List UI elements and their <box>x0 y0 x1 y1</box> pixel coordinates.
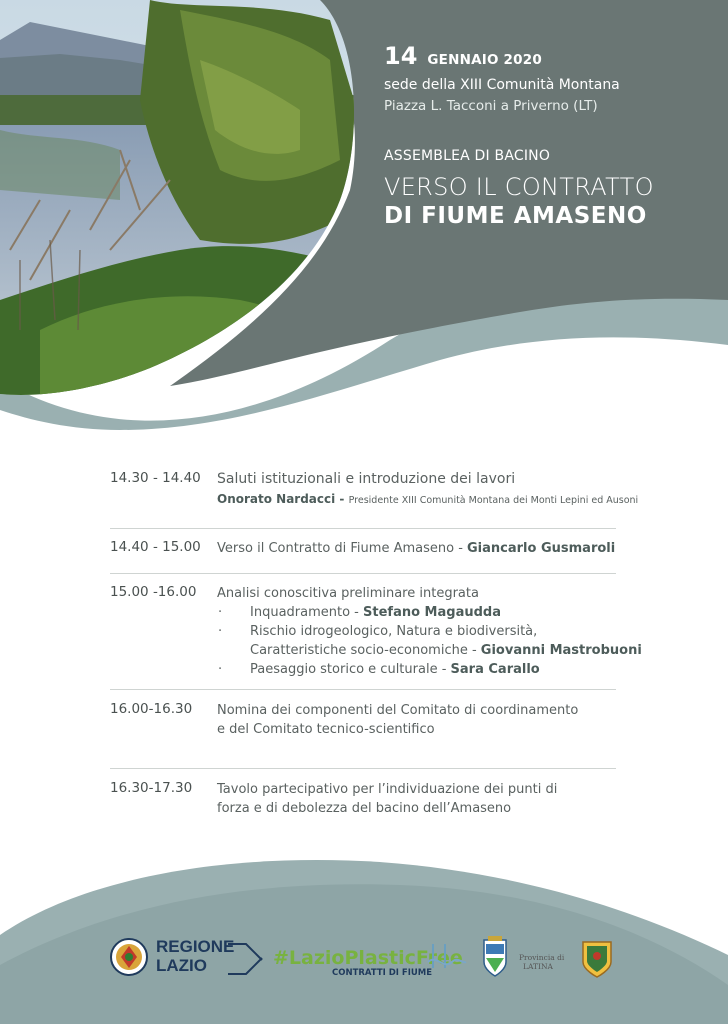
comunita-montana-shield-icon <box>583 942 611 977</box>
event-assembly: ASSEMBLEA DI BACINO <box>384 148 551 164</box>
agenda-content <box>217 780 616 818</box>
agenda-bullet <box>217 622 642 660</box>
bullet-speaker: Giovanni Mastrobuoni <box>480 643 642 658</box>
agenda-row <box>110 529 616 574</box>
agenda-time: 15.00 -16.00 <box>110 584 197 600</box>
provincia-line1: Provincia di <box>519 953 565 962</box>
bullet-text-line <box>250 603 501 622</box>
bullet-text-line <box>250 641 642 660</box>
agenda <box>110 470 642 818</box>
bullet-text: Inquadramento - <box>250 605 364 620</box>
agenda-text: Saluti istituzionali e introduzione dei lavori <box>217 471 516 487</box>
agenda-speaker-role: Presidente XIII Comunità Montana dei Monti Lepini ed Ausoni <box>348 495 639 506</box>
agenda-text: Verso il Contratto di Fiume Amaseno - <box>217 541 468 556</box>
regione-lazio-line2: LAZIO <box>156 956 207 975</box>
regione-lazio-emblem-icon <box>111 939 147 975</box>
agenda-content <box>217 701 616 739</box>
bullet-speaker: Stefano Magaudda <box>363 605 501 620</box>
bullet-marker: · <box>218 605 223 620</box>
agenda-text-line <box>217 539 616 558</box>
agenda-row <box>110 690 616 769</box>
agenda-row <box>110 574 642 690</box>
agenda-content <box>217 584 642 679</box>
agenda-row <box>110 470 639 529</box>
event-title-line1: VERSO IL CONTRATTO <box>384 173 654 201</box>
agenda-time: 14.40 - 15.00 <box>110 539 201 555</box>
bullet-speaker: Sara Carallo <box>450 662 540 677</box>
agenda-content <box>217 539 616 558</box>
agenda-text-line2: forza e di debolezza del bacino dell’Amaseno <box>217 801 512 816</box>
plastic-free-text: #LazioPlasticFree <box>273 947 463 969</box>
provincia-line2: LATINA <box>523 962 553 971</box>
bullet-text: Rischio idrogeologico, Natura e biodiversità, <box>250 624 538 639</box>
provincia-latina-emblem-icon <box>484 936 506 976</box>
agenda-time: 16.30-17.30 <box>110 780 193 796</box>
agenda-speaker: Onorato Nardacci - <box>217 492 349 506</box>
bullet-marker: · <box>218 662 223 677</box>
event-header <box>384 42 714 229</box>
agenda-content <box>217 470 638 510</box>
bullet-marker: · <box>218 624 223 639</box>
event-venue: sede della XIII Comunità Montana <box>384 77 620 93</box>
agenda-text-line2: e del Comitato tecnico-scientifico <box>217 722 435 737</box>
sponsor-logos <box>0 930 728 990</box>
regione-lazio-line1: REGIONE <box>156 937 235 956</box>
bullet-text: Paesaggio storico e culturale - <box>250 662 451 677</box>
agenda-text-line1: Nomina dei componenti del Comitato di coordinamento <box>217 703 579 718</box>
event-title-line2: DI FIUME AMASENO <box>384 203 647 229</box>
bullet-text-2: Caratteristiche socio-economiche - <box>250 643 481 658</box>
agenda-bullet <box>217 603 642 622</box>
event-address: Piazza L. Tacconi a Priverno (LT) <box>384 98 598 114</box>
event-date <box>384 42 714 70</box>
event-month-year: GENNAIO 2020 <box>427 52 542 68</box>
agenda-speaker: Giancarlo Gusmaroli <box>467 541 616 556</box>
event-day: 14 <box>384 42 418 70</box>
contratti-di-fiume-text: CONTRATTI DI FIUME <box>332 968 433 978</box>
agenda-row <box>110 769 616 818</box>
agenda-speaker-line <box>217 490 638 510</box>
bullet-text-line <box>250 660 540 679</box>
agenda-bullet <box>217 660 642 679</box>
agenda-text-line1: Tavolo partecipativo per l’individuazione dei punti di <box>217 782 558 797</box>
agenda-time: 16.00-16.30 <box>110 701 193 717</box>
agenda-text: Analisi conoscitiva preliminare integrata <box>217 586 479 601</box>
bullet-text-block <box>250 622 642 660</box>
agenda-time: 14.30 - 14.40 <box>110 470 201 486</box>
